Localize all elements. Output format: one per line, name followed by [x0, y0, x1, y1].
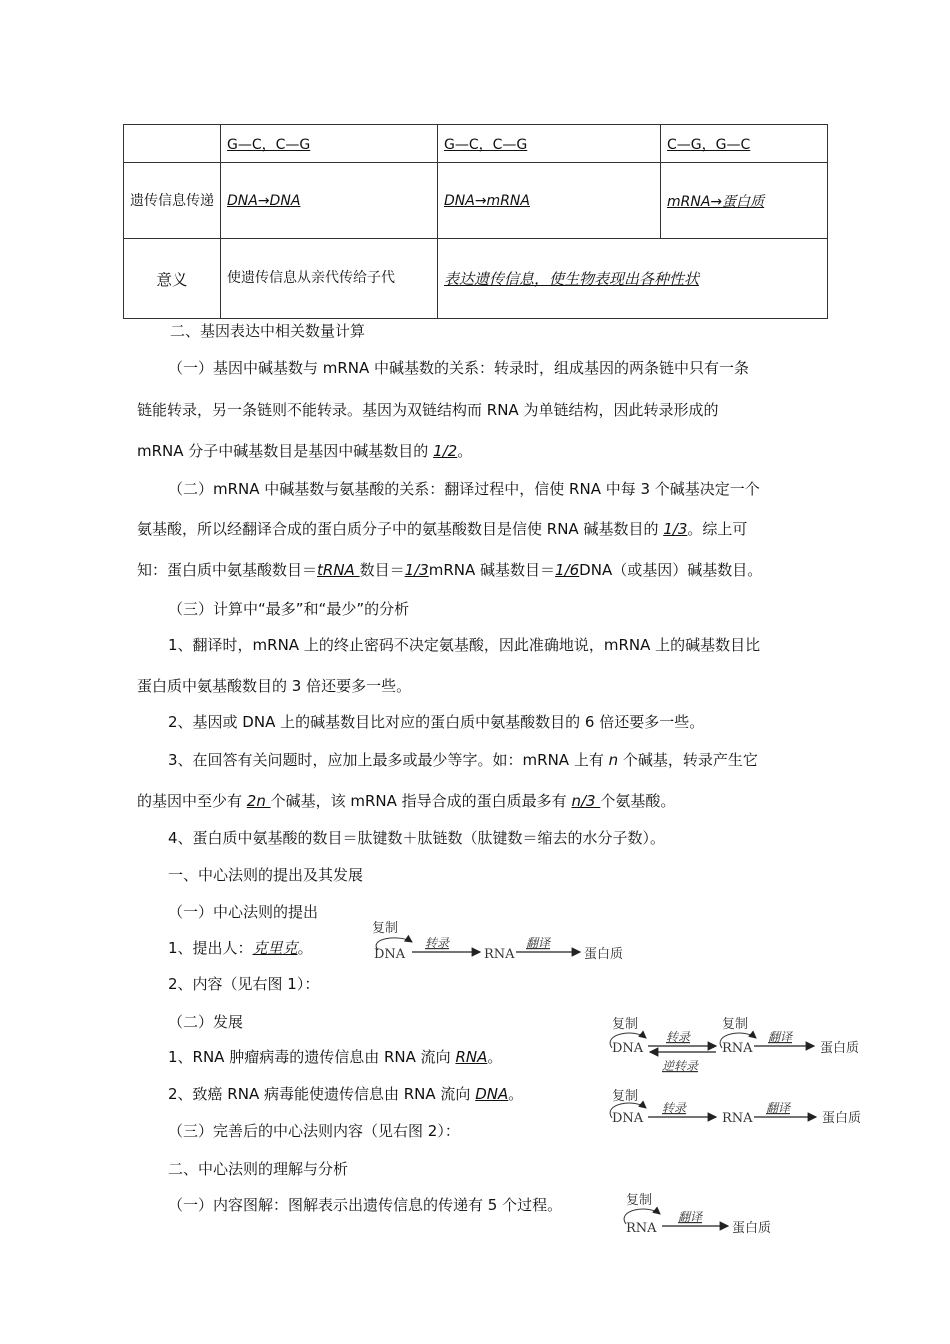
label-replicate: 复制 — [372, 921, 399, 936]
answer-blank: 1/3 — [404, 561, 429, 579]
paragraph-line — [168, 937, 313, 958]
paragraph-line: （二）发展 — [168, 1013, 244, 1031]
table-row — [124, 125, 828, 163]
label-replicate: 复制 — [722, 1017, 749, 1032]
variable-n: n — [608, 751, 619, 769]
answer-blank: n/3 — [571, 792, 601, 810]
table-row-label: 遗传信息传递 — [124, 163, 221, 239]
paragraph-line — [137, 518, 747, 539]
table-cell: G—C，C—G — [438, 125, 661, 163]
text-span: 氨基酸，所以经翻译合成的蛋白质分子中的氨基酸数目是信使 RNA 碱基数目的 — [137, 520, 664, 538]
text-span: 的基因中至少有 — [137, 792, 247, 810]
central-dogma-diagram-3 — [600, 1086, 880, 1132]
section-heading: 二、中心法则的理解与分析 — [168, 1160, 349, 1178]
text-span: 个碱基，转录产生它 — [618, 751, 758, 769]
paragraph-line: （一）中心法则的提出 — [168, 903, 319, 921]
node-protein: 蛋白质 — [584, 947, 624, 962]
text-span: 数目＝ — [359, 561, 405, 579]
table-cell: DNA→mRNA — [438, 163, 661, 239]
answer-blank: DNA — [475, 1085, 509, 1103]
text-span: 3、在回答有关问题时，应加上最多或最少等字。如：mRNA 上有 — [168, 751, 609, 769]
paragraph-line: 2、基因或 DNA 上的碱基数目比对应的蛋白质中氨基酸数目的 6 倍还要多一些。 — [168, 713, 705, 731]
table-row-label: 意义 — [124, 239, 221, 319]
answer-blank: 1/2 — [433, 442, 458, 460]
text-span: 个碱基，该 mRNA 指导合成的蛋白质最多有 — [270, 792, 572, 810]
label-replicate: 复制 — [612, 1017, 639, 1032]
comparison-table — [123, 124, 828, 319]
paragraph-line: （二）mRNA 中碱基数与氨基酸的关系：翻译过程中，信使 RNA 中每 3 个碱基决定一个 — [168, 480, 760, 498]
text-span: 1、提出人： — [168, 939, 253, 957]
section-heading: 二、基因表达中相关数量计算 — [170, 322, 366, 340]
answer-blank: RNA — [455, 1048, 488, 1066]
paragraph-line — [137, 559, 762, 580]
node-protein: 蛋白质 — [732, 1221, 772, 1236]
paragraph-line: 蛋白质中氨基酸数目的 3 倍还要多一些。 — [137, 677, 412, 695]
answer-blank: 1/6 — [555, 561, 580, 579]
paragraph-line: （三）完善后的中心法则内容（见右图 2）： — [168, 1122, 460, 1140]
paragraph-line — [137, 440, 472, 461]
paragraph-line: （一）内容图解：图解表示出遗传信息的传递有 5 个过程。 — [168, 1196, 563, 1214]
node-dna: DNA — [612, 1041, 644, 1056]
paragraph-line: 1、翻译时，mRNA 上的终止密码不决定氨基酸，因此准确地说，mRNA 上的碱基数目比 — [168, 636, 761, 654]
paragraph-line — [137, 790, 675, 811]
table-cell — [124, 125, 221, 163]
table-cell: 表达遗传信息，使生物表现出各种性状 — [438, 239, 828, 319]
text-span: 。 — [487, 1048, 503, 1066]
node-dna: DNA — [612, 1111, 644, 1126]
label-replicate: 复制 — [626, 1193, 653, 1208]
central-dogma-diagram-4 — [612, 1186, 812, 1238]
paragraph-line — [168, 1046, 502, 1067]
label-translate: 翻译 — [768, 1030, 793, 1044]
node-protein: 蛋白质 — [822, 1111, 862, 1126]
table-cell: mRNA→蛋白质 — [661, 163, 828, 239]
text-span: mRNA 碱基数目＝ — [428, 561, 556, 579]
text-span: 个氨基酸。 — [600, 792, 676, 810]
text-span: 。 — [297, 939, 313, 957]
node-protein: 蛋白质 — [820, 1041, 860, 1056]
central-dogma-diagram-2 — [600, 1012, 880, 1082]
label-transcribe: 转录 — [666, 1030, 691, 1044]
label-transcribe: 转录 — [425, 936, 450, 950]
paragraph-line: （三）计算中“最多”和“最少”的分析 — [168, 600, 410, 618]
text-span: 。 — [457, 442, 473, 460]
text-span: mRNA 分子中碱基数目是基因中碱基数目的 — [137, 442, 434, 460]
table-row — [124, 239, 828, 319]
text-span: DNA（或基因）碱基数目。 — [579, 561, 763, 579]
node-rna: RNA — [722, 1041, 753, 1056]
central-dogma-diagram-1 — [360, 916, 640, 968]
paragraph-line: （一）基因中碱基数与 mRNA 中碱基数的关系：转录时，组成基因的两条链中只有一条 — [168, 359, 750, 377]
table-cell: C—G，G—C — [661, 125, 828, 163]
label-translate: 翻译 — [766, 1101, 791, 1115]
answer-blank: 2n — [246, 792, 271, 810]
answer-blank: tRNA — [317, 561, 360, 579]
table-row — [124, 163, 828, 239]
paragraph-line — [168, 1083, 523, 1104]
text-span: 2、致癌 RNA 病毒能使遗传信息由 RNA 流向 — [168, 1085, 476, 1103]
label-translate: 翻译 — [678, 1210, 703, 1224]
table-cell: DNA→DNA — [221, 163, 438, 239]
table-cell: G—C，C—G — [221, 125, 438, 163]
paragraph-line: 链能转录，另一条链则不能转录。基因为双链结构而 RNA 为单链结构，因此转录形成的 — [137, 401, 719, 419]
node-rna: RNA — [484, 947, 515, 962]
answer-blank: 克里克 — [252, 939, 298, 957]
answer-blank: 1/3 — [663, 520, 688, 538]
label-reverse: 逆转录 — [662, 1059, 699, 1073]
text-span: 知：蛋白质中氨基酸数目＝ — [137, 561, 318, 579]
node-dna: DNA — [374, 947, 406, 962]
table-cell: 使遗传信息从亲代传给子代 — [221, 239, 438, 319]
paragraph-line: 4、蛋白质中氨基酸的数目＝肽键数＋肽链数（肽键数＝缩去的水分子数）。 — [168, 829, 666, 847]
text-span: 1、RNA 肿瘤病毒的遗传信息由 RNA 流向 — [168, 1048, 456, 1066]
node-rna: RNA — [626, 1221, 657, 1236]
label-replicate: 复制 — [612, 1089, 639, 1104]
label-transcribe: 转录 — [662, 1101, 687, 1115]
node-rna: RNA — [722, 1111, 753, 1126]
text-span: 。 — [508, 1085, 524, 1103]
paragraph-line: 2、内容（见右图 1）： — [168, 975, 320, 993]
label-translate: 翻译 — [526, 936, 551, 950]
paragraph-line — [168, 749, 758, 770]
section-heading: 一、中心法则的提出及其发展 — [168, 866, 364, 884]
text-span: 。综上可 — [687, 520, 748, 538]
